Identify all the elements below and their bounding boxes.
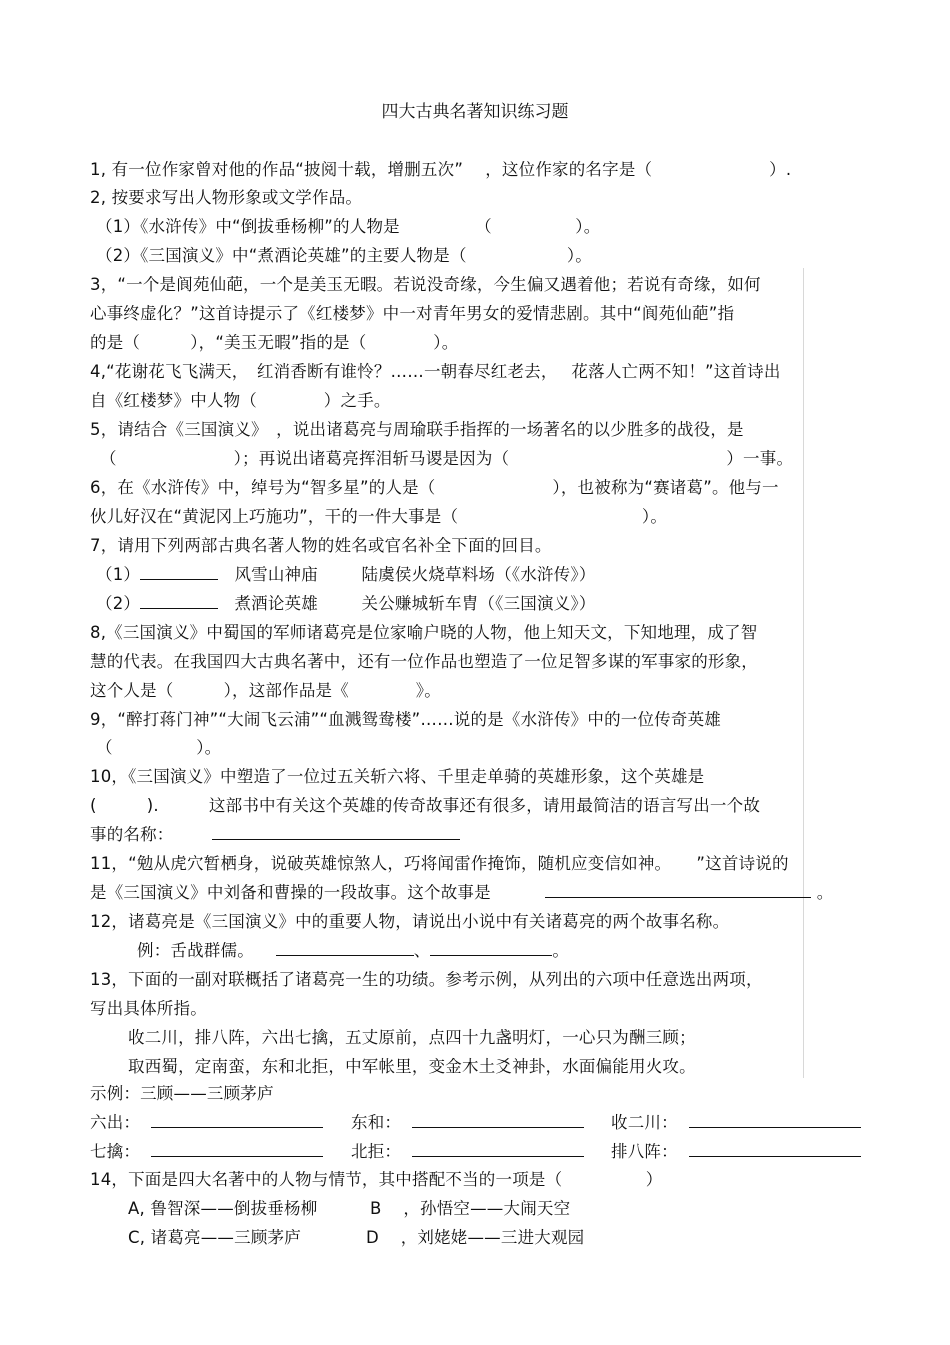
q14-option-b <box>370 1195 570 1219</box>
couplet-line-1: 收二川，排八阵，六出七擒，五丈原前，点四十九盏明灯，一心只为酬三顾； <box>128 1028 696 1047</box>
q3-line-1: 3，“一个是阆苑仙葩，一个是美玉无暇。若说没奇缘，今生偏又遇着他；若说有奇缘，如何 <box>90 275 761 294</box>
fill-blank[interactable] <box>689 1140 861 1157</box>
q7-row-2 <box>96 590 596 614</box>
q11-answer-blank[interactable] <box>545 881 811 898</box>
fill-blank[interactable] <box>151 1140 323 1157</box>
q9-line-2: （ ）。 <box>96 738 222 757</box>
q6-line-1: 6，在《水浒传》中，绰号为“智多星”的人是（ ），也被称为“赛诸葛”。他与一 <box>90 478 779 497</box>
q2-line: 2, 按要求写出人物形象或文学作品。 <box>90 188 363 207</box>
q1-line: 1, 有一位作家曾对他的作品“披阅十载，增删五次” ，这位作家的名字是（ ）. <box>90 160 792 179</box>
fill-label: 六出： <box>90 1113 141 1132</box>
option-letter: B <box>370 1199 382 1218</box>
page-title: 四大古典名著知识练习题 <box>381 102 569 122</box>
option-letter: A, <box>128 1199 151 1218</box>
q13-line-1: 13，下面的一副对联概括了诸葛亮一生的功绩。参考示例，从列出的六项中任意选出两项， <box>90 970 763 989</box>
q8-line-2: 慧的代表。在我国四大古典名著中，还有一位作品也塑造了一位足智多谋的军事家的形象， <box>90 652 758 671</box>
couplet-line-2: 取西蜀，定南蛮，东和北拒，中军帐里，变金木土爻神卦，水面偏能用火攻。 <box>128 1057 696 1076</box>
q12-blank-2[interactable] <box>430 939 552 956</box>
q14-option-d <box>366 1224 584 1248</box>
q7-num: （1） <box>96 565 141 584</box>
q12-example: 例：舌战群儒。 <box>137 941 254 960</box>
scan-edge-line <box>803 268 804 1078</box>
q10-line-1: 10，《三国演义》中塑造了一位过五关斩六将、千里走单骑的英雄形象，这个英雄是 <box>90 767 705 786</box>
q7-title-a: 风雪山神庙 <box>234 565 318 584</box>
q7-blank-1[interactable] <box>140 563 218 580</box>
option-text: 诸葛亮——三顾茅庐 <box>150 1228 301 1247</box>
q5-line-2: （ ）；再说出诸葛亮挥泪斩马谡是因为（ ）一事。 <box>100 449 794 468</box>
option-text: 鲁智深——倒拔垂杨柳 <box>150 1199 318 1218</box>
q7-blank-2[interactable] <box>140 592 218 609</box>
q7-title-b: 陆虞侯火烧草料场（《水浒传》） <box>361 565 596 584</box>
q10-line-2: ( ). 这部书中有关这个英雄的传奇故事还有很多，请用最简洁的语言写出一个故 <box>90 796 761 815</box>
fill-blank[interactable] <box>412 1140 584 1157</box>
q8-line-1: 8,《三国演义》中蜀国的军师诸葛亮是位家喻户晓的人物，他上知天文，下知地理，成了智 <box>90 623 758 642</box>
fill-blank[interactable] <box>151 1111 323 1128</box>
q2-1-line: （1）《水浒传》中“倒拔垂杨柳”的人物是 （ ）。 <box>96 217 601 236</box>
fill-blank[interactable] <box>412 1111 584 1128</box>
q12-line-1: 12，诸葛亮是《三国演义》中的重要人物，请说出小说中有关诸葛亮的两个故事名称。 <box>90 912 730 931</box>
option-letter: C, <box>128 1228 151 1247</box>
q3-line-3: 的是（ ），“美玉无暇”指的是（ ）。 <box>90 333 459 352</box>
q12-line-2: 例：舌战群儒。 、 。 <box>137 941 570 960</box>
q10-label: 事的名称： <box>90 825 174 844</box>
q12-blank-1[interactable] <box>276 939 414 956</box>
q7-title-a: 煮酒论英雄 <box>234 594 318 613</box>
q13-line-2: 写出具体所指。 <box>90 999 207 1018</box>
q11-text: 是《三国演义》中刘备和曹操的一段故事。这个故事是 <box>90 883 491 902</box>
q13-example: 示例：三顾——三顾茅庐 <box>90 1084 274 1103</box>
fill-label: 北拒： <box>351 1142 402 1161</box>
q7-line: 7，请用下列两部古典名著人物的姓名或官名补全下面的回目。 <box>90 536 552 555</box>
fill-qiqin <box>90 1138 323 1162</box>
fill-paibazhen <box>611 1138 861 1162</box>
q2-2-line: （2）《三国演义》中“煮酒论英雄”的主要人物是（ ）。 <box>96 246 592 265</box>
q4-line-1: 4,“花谢花飞飞满天， 红消香断有谁怜？……一朝春尽红老去， 花落人亡两不知！”这首诗出 <box>90 362 781 381</box>
fill-label: 七擒： <box>90 1142 141 1161</box>
q10-answer-blank[interactable] <box>212 823 460 840</box>
fill-label: 排八阵： <box>611 1142 678 1161</box>
q4-line-2: 自《红楼梦》中人物（ ）之手。 <box>90 391 391 410</box>
q5-line-1: 5，请结合《三国演义》 ，说出诸葛亮与周瑜联手指挥的一场著名的以少胜多的战役，是 <box>90 420 744 439</box>
option-letter: D <box>366 1228 379 1247</box>
fill-label: 东和： <box>351 1113 402 1132</box>
fill-shouerchuan <box>611 1109 861 1133</box>
q6-line-2: 伙儿好汉在“黄泥冈上巧施功”，干的一件大事是（ ）。 <box>90 507 668 526</box>
q9-line-1: 9，“醉打蒋门神”“大闹飞云浦”“血溅鸳鸯楼”……说的是《水浒传》中的一位传奇英雄 <box>90 710 721 729</box>
q7-num: （2） <box>96 594 141 613</box>
q3-line-2: 心事终虚化？”这首诗提示了《红楼梦》中一对青年男女的爱情悲剧。其中“阆苑仙葩”指 <box>90 304 735 323</box>
fill-donghe <box>351 1109 584 1133</box>
fill-liuchu <box>90 1109 323 1133</box>
q11-line-1: 11，“勉从虎穴暂栖身，说破英雄惊煞人，巧将闻雷作掩饰，随机应变信如神。 ”这首诗说的 <box>90 854 789 873</box>
q8-line-3: 这个人是（ ），这部作品是《 》。 <box>90 681 441 700</box>
option-text: ，孙悟空——大闹天空 <box>403 1199 571 1218</box>
fill-blank[interactable] <box>689 1111 861 1128</box>
fill-label: 收二川： <box>611 1113 678 1132</box>
q14-option-c <box>128 1224 301 1248</box>
q10-line-3 <box>90 821 460 845</box>
fill-beiju <box>351 1138 584 1162</box>
option-text: ，刘姥姥——三进大观园 <box>400 1228 585 1247</box>
q11-line-2: 是《三国演义》中刘备和曹操的一段故事。这个故事是 。 <box>90 883 834 902</box>
q14-line: 14，下面是四大名著中的人物与情节，其中搭配不当的一项是（ ） <box>90 1170 663 1189</box>
q14-option-a <box>128 1195 317 1219</box>
q7-title-b: 关公赚城斩车胄（《三国演义》） <box>361 594 596 613</box>
q7-row-1 <box>96 561 596 585</box>
